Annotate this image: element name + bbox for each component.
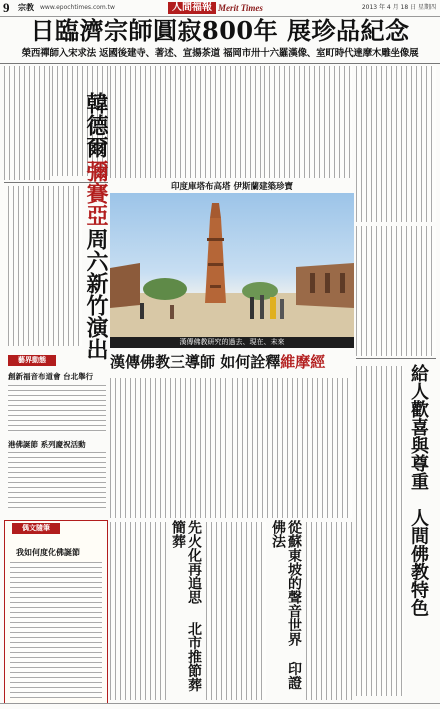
news-item2-body xyxy=(8,452,106,508)
second-headline-b: 維摩經 xyxy=(280,353,326,371)
essay-box-label: 偶文隨筆 xyxy=(12,523,60,534)
feature-title-a: 韓德爾 xyxy=(83,92,109,158)
vertical-head-cremation xyxy=(170,520,202,702)
feature-title-c: 周六新竹演出 xyxy=(83,228,109,360)
text-block-left-top xyxy=(4,66,50,180)
text-block-center-top xyxy=(110,66,262,178)
photo-illustration xyxy=(110,193,354,337)
news-item2-title: 港佛誕節 系列慶祝活動 xyxy=(8,440,86,449)
masthead xyxy=(0,0,440,17)
website-url: www.epochtimes.com.tw xyxy=(40,4,115,11)
right-feature-title xyxy=(408,364,428,684)
text-block-bottom-2 xyxy=(206,522,266,700)
essay-title: 我如何度化佛誕節 xyxy=(16,547,80,557)
feature-title-b: 彌賽亞 xyxy=(83,160,109,226)
news-item1-title: 創新福音布道會 台北舉行 xyxy=(8,372,94,381)
news-item1-body xyxy=(8,385,106,433)
page-number: 9 xyxy=(3,0,10,15)
section-label: 宗教 xyxy=(18,3,34,12)
text-block-center-top-2 xyxy=(264,66,352,178)
page-footer xyxy=(0,703,440,709)
text-block-right-mid xyxy=(356,226,436,356)
issue-date: 2013 年 4 月 18 日 星期四 xyxy=(361,4,436,11)
logo-english: Merit Times xyxy=(218,3,263,13)
vertical-head-cremation-b: 北市推節葬簡葬 xyxy=(170,520,202,692)
text-block-mid-1 xyxy=(110,378,228,518)
right-feature-title-b: 人間佛教特色 xyxy=(408,508,429,617)
second-headline-a: 漢傳佛教三導師 如何詮釋 xyxy=(110,353,281,371)
right-feature-title-a: 給人歡喜與尊重 xyxy=(408,364,429,490)
second-headline xyxy=(110,350,355,374)
vertical-head-sudongpo xyxy=(270,520,302,702)
photo-title: 印度庫塔布高塔 伊斯蘭建築珍寶 xyxy=(171,182,293,192)
vertical-head-sudongpo-a: 從蘇東坡的聲音世界 xyxy=(286,520,302,646)
news-box-label: 藝界動態 xyxy=(8,355,56,366)
vertical-head-cremation-a: 先火化再追思 xyxy=(186,520,202,604)
text-block-mid-2 xyxy=(232,378,352,518)
qutub-minar-photo xyxy=(110,193,354,337)
essay-body xyxy=(10,562,102,698)
newspaper-logo xyxy=(168,0,263,16)
page-subheadline: 榮西禪師入宋求法 返國後建寺、著述、宣揚茶道 福岡市卅十六羅漢像、室町時代達摩木雕坐像展 xyxy=(21,48,419,59)
logo-chinese: 人間福報 xyxy=(168,2,216,14)
vertical-head-sudongpo-b: 印證佛法 xyxy=(270,520,302,690)
text-block-bottom-1 xyxy=(110,522,166,700)
text-block-right-bottom xyxy=(356,366,404,696)
headline-rule xyxy=(0,63,440,64)
right-rule xyxy=(356,358,436,359)
text-block-bottom-3 xyxy=(306,522,352,700)
text-block-left-mid xyxy=(8,186,82,346)
text-block-right-top xyxy=(356,66,436,222)
photo-caption: 漢傳佛教研究的過去、現在、未來 xyxy=(110,337,354,348)
page-headline: 日臨濟宗師圓寂800年 展珍品紀念 xyxy=(30,16,410,45)
